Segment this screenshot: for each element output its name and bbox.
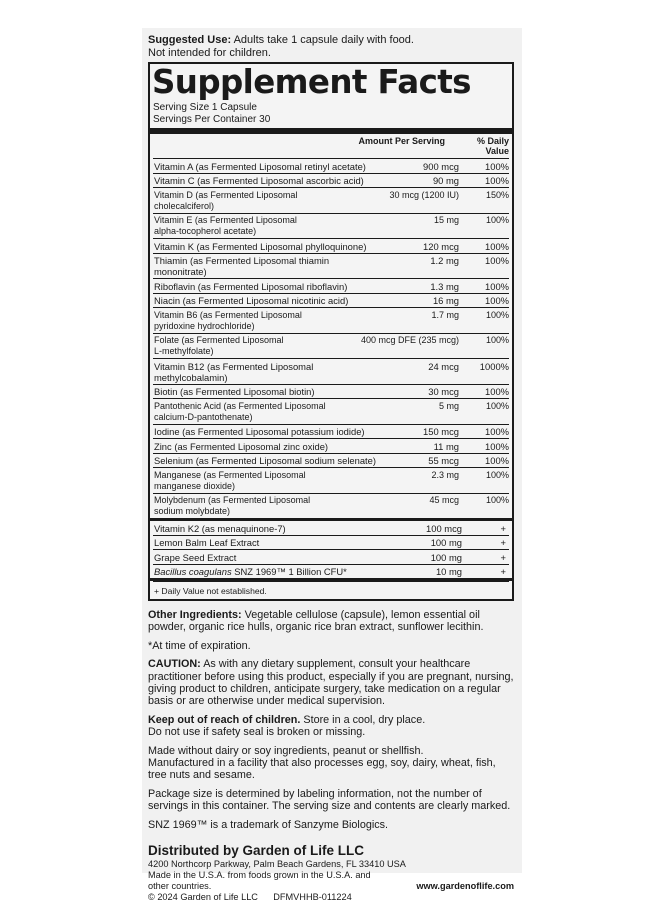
other-ingredient-dv: + bbox=[500, 551, 506, 563]
nutrient-row bbox=[153, 253, 509, 279]
other-ingredient-name: Grape Seed Extract bbox=[154, 551, 237, 563]
allergen-line1: Made without dairy or soy ingredients, peanut or shellfish. bbox=[148, 744, 424, 757]
nutrient-amount: 24 mcg bbox=[428, 360, 459, 372]
nutrient-row bbox=[153, 173, 509, 188]
other-ingredients-label: Other Ingredients: bbox=[148, 609, 242, 621]
supplement-facts-box bbox=[148, 62, 514, 601]
other-ingredient-list bbox=[153, 521, 509, 578]
nutrient-dv: 100% bbox=[485, 175, 509, 186]
nutrient-dv: 100% bbox=[485, 295, 509, 306]
nutrient-name: Zinc (as Fermented Liposomal zinc oxide) bbox=[154, 440, 329, 452]
nutrient-name: Vitamin D (as Fermented Liposomal cholecalciferol) bbox=[154, 189, 298, 211]
package-note: Package size is determined by labeling information, not the number of servings in this container. The serving size and contents are clearly marked. bbox=[148, 787, 511, 813]
nutrient-dv: 100% bbox=[485, 455, 509, 466]
nutrient-amount: 30 mcg (1200 IU) bbox=[389, 189, 459, 200]
suggested-use-label: Suggested Use: bbox=[148, 34, 232, 46]
nutrient-row bbox=[153, 438, 509, 453]
nutrient-list bbox=[153, 158, 509, 518]
nutrient-dv: 100% bbox=[485, 280, 509, 292]
other-ingredients-text: Vegetable cellulose (capsule), lemon essential oil powder, organic rice hulls, organic rice bran extract, sunflower lecithin. bbox=[148, 609, 484, 634]
dv-footnote: + Daily Value not established. bbox=[153, 581, 509, 597]
nutrient-amount: 16 mg bbox=[432, 295, 459, 306]
nutrient-dv: 100% bbox=[485, 440, 509, 452]
nutrient-amount: 90 mg bbox=[432, 175, 459, 186]
nutrient-amount: 30 mcg bbox=[428, 386, 459, 397]
suggested-use-line2: Not intended for children. bbox=[148, 46, 271, 59]
nutrient-amount: 11 mg bbox=[433, 440, 459, 452]
distributor-title: Distributed by Garden of Life LLC bbox=[148, 843, 365, 859]
distributor-address: 4200 Northcorp Parkway, Palm Beach Gardens, FL 33410 USA bbox=[148, 859, 406, 870]
nutrient-dv: 100% bbox=[485, 426, 509, 437]
servings-per-container: Servings Per Container 30 bbox=[153, 114, 271, 125]
trademark-note: SNZ 1969™ is a trademark of Sanzyme Biologics. bbox=[148, 818, 389, 831]
header-amount: Amount Per Serving bbox=[358, 136, 445, 146]
nutrient-dv: 150% bbox=[485, 189, 509, 200]
header-dv: % Daily Value bbox=[476, 136, 509, 156]
made-in: Made in the U.S.A. from foods grown in the U.S.A. and bbox=[148, 870, 371, 881]
nutrient-row bbox=[153, 293, 509, 308]
nutrient-dv: 100% bbox=[485, 240, 509, 252]
nutrient-amount: 120 mcg bbox=[423, 240, 459, 252]
keep-out-text: Store in a cool, dry place. bbox=[303, 713, 426, 726]
nutrient-dv: 100% bbox=[485, 469, 509, 480]
other-ingredient-amount: 100 mcg bbox=[426, 522, 462, 534]
nutrient-amount: 1.2 mg bbox=[430, 255, 459, 266]
other-ingredient-row bbox=[153, 535, 509, 550]
distributor-info bbox=[148, 859, 514, 903]
suggested-use bbox=[148, 34, 514, 59]
other-ingredient-name: Lemon Balm Leaf Extract bbox=[154, 537, 260, 548]
allergen-line2: Manufactured in a facility that also processes egg, soy, dairy, wheat, fish, tree nuts and sesame. bbox=[148, 757, 496, 782]
label-text bbox=[148, 609, 514, 831]
nutrient-row bbox=[153, 384, 509, 399]
other-ingredient-amount: 100 mg bbox=[430, 537, 462, 548]
nutrient-row bbox=[153, 453, 509, 468]
nutrient-row bbox=[153, 493, 509, 519]
serving-size: Serving Size 1 Capsule bbox=[153, 102, 257, 113]
nutrient-row bbox=[153, 467, 509, 493]
nutrient-name: Iodine (as Fermented Liposomal potassium iodide) bbox=[154, 426, 365, 437]
expiration-note: *At time of expiration. bbox=[148, 639, 251, 652]
nutrient-amount: 5 mg bbox=[438, 400, 459, 411]
nutrient-row bbox=[153, 278, 509, 293]
nutrient-name: Manganese (as Fermented Liposomal manganese dioxide) bbox=[154, 469, 306, 491]
other-ingredient-dv: + bbox=[500, 537, 506, 548]
nutrient-name: Vitamin C (as Fermented Liposomal ascorbic acid) bbox=[154, 175, 364, 186]
nutrient-amount: 2.3 mg bbox=[431, 469, 459, 480]
nutrient-row bbox=[153, 424, 509, 439]
nutrient-name: Biotin (as Fermented Liposomal biotin) bbox=[154, 386, 315, 397]
nutrient-dv: 100% bbox=[485, 215, 509, 225]
nutrient-name: Niacin (as Fermented Liposomal nicotinic acid) bbox=[154, 295, 349, 306]
other-ingredient-name bbox=[153, 566, 394, 577]
nutrient-dv: 1000% bbox=[479, 360, 509, 372]
keep-out bbox=[148, 714, 514, 739]
facts-title: Supplement Facts bbox=[152, 63, 471, 101]
nutrient-dv: 100% bbox=[485, 400, 509, 411]
nutrient-dv: 100% bbox=[485, 335, 509, 345]
nutrient-name: Vitamin B6 (as Fermented Liposomal pyridoxine hydrochloride) bbox=[154, 309, 302, 331]
nutrient-amount: 55 mcg bbox=[428, 455, 459, 466]
nutrient-row bbox=[153, 158, 509, 173]
nutrient-amount: 150 mcg bbox=[423, 426, 459, 437]
nutrient-name: Folate (as Fermented Liposomal L-methylfolate) bbox=[154, 335, 284, 356]
other-ingredient-amount: 100 mg bbox=[430, 551, 462, 563]
nutrient-row bbox=[153, 213, 509, 239]
nutrient-dv: 100% bbox=[485, 160, 509, 172]
other-ingredient-dv: + bbox=[500, 522, 506, 534]
nutrient-row bbox=[153, 358, 509, 384]
suggested-use-text: Adults take 1 capsule daily with food. bbox=[233, 34, 414, 46]
nutrient-amount: 45 mcg bbox=[429, 495, 459, 505]
strain-info: SNZ 1969™ 1 Billion CFU* bbox=[231, 566, 347, 577]
nutrient-amount: 1.3 mg bbox=[430, 280, 459, 292]
nutrient-dv: 100% bbox=[485, 386, 509, 397]
nutrient-name: Vitamin A (as Fermented Liposomal retinyl acetate) bbox=[154, 160, 366, 172]
other-ingredient-amount: 10 mg bbox=[435, 566, 462, 577]
nutrient-row bbox=[153, 238, 509, 253]
product-code: DFMVHHB-011224 bbox=[273, 892, 352, 903]
nutrient-amount: 400 mcg DFE (235 mcg) bbox=[360, 335, 459, 345]
caution bbox=[148, 658, 514, 708]
other-ingredient-name: Vitamin K2 (as menaquinone-7) bbox=[154, 522, 286, 534]
nutrient-name: Vitamin B12 (as Fermented Liposomal methylcobalamin) bbox=[154, 360, 314, 383]
keep-out-line2: Do not use if safety seal is broken or missing. bbox=[148, 726, 366, 739]
other-ingredient-dv: + bbox=[500, 566, 506, 577]
nutrient-dv: 100% bbox=[485, 255, 509, 266]
nutrient-row bbox=[153, 307, 509, 333]
nutrient-amount: 1.7 mg bbox=[431, 309, 459, 320]
nutrient-name: Thiamin (as Fermented Liposomal thiamin mononitrate) bbox=[154, 255, 330, 277]
caution-text: As with any dietary supplement, consult your healthcare practitioner before using this product, especially if you are pregnant, nursing, giving product to children, anticipate surgery, take medication on a regular basis or are otherwise under medical supervision. bbox=[148, 658, 514, 708]
caution-label: CAUTION: bbox=[148, 658, 201, 671]
other-ingredient-row bbox=[153, 549, 509, 564]
website-link[interactable]: www.gardenoflife.com bbox=[416, 881, 514, 892]
nutrient-row bbox=[153, 333, 509, 359]
other-ingredient-row bbox=[153, 564, 509, 579]
nutrient-dv: 100% bbox=[485, 309, 509, 320]
facts-header bbox=[153, 134, 509, 158]
other-ingredients bbox=[148, 609, 514, 634]
nutrient-name: Molybdenum (as Fermented Liposomal sodium molybdate) bbox=[154, 495, 311, 516]
copyright: © 2024 Garden of Life LLC bbox=[148, 892, 258, 903]
nutrient-name: Vitamin E (as Fermented Liposomal alpha-tocopherol acetate) bbox=[154, 215, 297, 236]
nutrient-row bbox=[153, 187, 509, 213]
nutrient-amount: 900 mcg bbox=[423, 160, 459, 172]
allergen-statement bbox=[148, 745, 514, 782]
supplement-label-panel bbox=[142, 28, 522, 903]
species-name: Bacillus coagulans bbox=[154, 566, 232, 577]
keep-out-label: Keep out of reach of children. bbox=[148, 713, 301, 726]
other-ingredient-row bbox=[153, 521, 509, 535]
nutrient-amount: 15 mg bbox=[433, 215, 459, 225]
nutrient-name: Riboflavin (as Fermented Liposomal riboflavin) bbox=[154, 280, 348, 292]
nutrient-dv: 100% bbox=[485, 495, 509, 505]
nutrient-row bbox=[153, 398, 509, 424]
other-countries: other countries. bbox=[148, 881, 212, 892]
nutrient-name: Vitamin K (as Fermented Liposomal phylloquinone) bbox=[154, 240, 367, 252]
nutrient-name: Selenium (as Fermented Liposomal sodium selenate) bbox=[154, 455, 376, 466]
nutrient-name: Pantothenic Acid (as Fermented Liposomal calcium-D-pantothenate) bbox=[154, 400, 326, 422]
